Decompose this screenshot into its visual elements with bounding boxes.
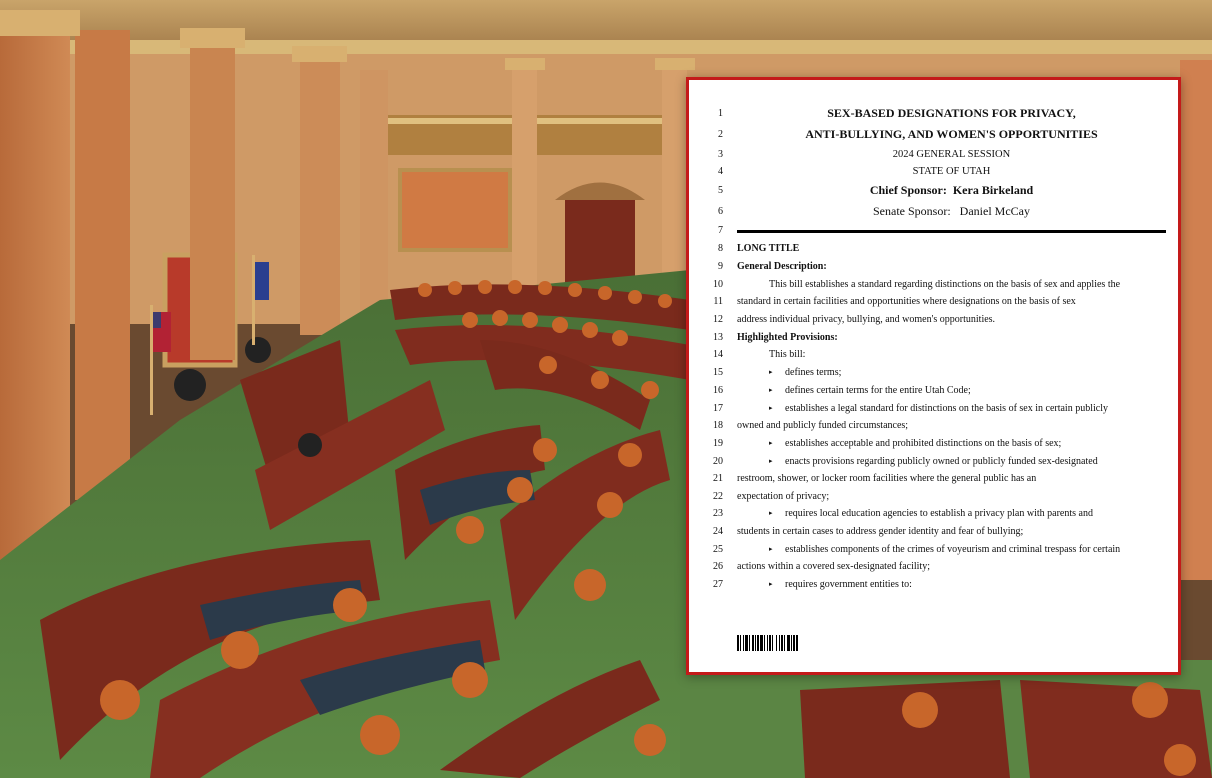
doc-line-6 [689, 203, 1178, 220]
state-label: STATE OF UTAH [912, 166, 991, 177]
long-title-heading: LONG TITLE [737, 243, 800, 254]
provision-item [737, 576, 1168, 593]
highlighted-provisions-heading: Highlighted Provisions: [737, 332, 838, 343]
line-number: 6 [718, 206, 723, 217]
provision-text: establishes a legal standard for distinctions on the basis of sex in certain publicly [785, 403, 1108, 414]
chief-sponsor [737, 182, 1166, 199]
line-number: 27 [713, 579, 723, 590]
doc-line-21 [689, 470, 1178, 487]
line-number: 25 [713, 544, 723, 555]
title-divider [737, 230, 1166, 233]
doc-line-23 [689, 505, 1178, 522]
doc-line-4 [689, 163, 1178, 180]
line-number: 17 [713, 403, 723, 414]
line-number: 14 [713, 349, 723, 360]
barcode-icon [737, 635, 837, 651]
doc-line-16 [689, 382, 1178, 399]
bullet-icon: ▸ [769, 580, 773, 588]
senate-sponsor [737, 203, 1166, 220]
doc-line-14 [689, 346, 1178, 363]
line-number: 21 [713, 473, 723, 484]
line-number: 19 [713, 438, 723, 449]
doc-line-5 [689, 182, 1178, 199]
provision-text: defines terms; [785, 367, 842, 378]
provision-text: requires government entities to: [785, 579, 912, 590]
line-number: 2 [718, 129, 723, 140]
bill-title-line2: ANTI-BULLYING, AND WOMEN'S OPPORTUNITIES [805, 127, 1098, 141]
provision-text: establishes acceptable and prohibited distinctions on the basis of sex; [785, 438, 1062, 449]
doc-line-25 [689, 541, 1178, 558]
provision-text: establishes components of the crimes of voyeurism and criminal trespass for certain [785, 544, 1121, 555]
doc-line-9 [689, 258, 1178, 275]
line-number: 10 [713, 279, 723, 290]
doc-line-8 [689, 240, 1178, 257]
doc-line-17 [689, 400, 1178, 417]
chief-sponsor-label: Chief Sponsor: [869, 183, 947, 197]
provision-item [737, 505, 1168, 522]
provision-continuation: owned and publicly funded circumstances; [737, 420, 909, 431]
provision-item [737, 400, 1168, 417]
line-number: 26 [713, 561, 723, 572]
doc-line-12 [689, 311, 1178, 328]
bullet-icon: ▸ [769, 386, 773, 394]
doc-line-22 [689, 488, 1178, 505]
bill-title-line1: SEX-BASED DESIGNATIONS FOR PRIVACY, [827, 106, 1076, 120]
doc-line-15 [689, 364, 1178, 381]
provision-item [737, 382, 1168, 399]
line-number: 12 [713, 314, 723, 325]
line-number: 23 [713, 508, 723, 519]
line-number: 3 [718, 149, 723, 160]
line-number: 20 [713, 456, 723, 467]
line-number: 18 [713, 420, 723, 431]
doc-line-20 [689, 453, 1178, 470]
barcode-bar [798, 635, 799, 651]
senate-sponsor-label: Senate Sponsor: [873, 204, 951, 218]
provision-text: enacts provisions regarding publicly owned or publicly funded sex-designated [785, 456, 1098, 467]
this-bill-text: This bill: [769, 349, 806, 360]
bill-document [686, 77, 1181, 675]
line-number: 7 [718, 225, 723, 236]
doc-line-13 [689, 329, 1178, 346]
doc-line-2 [689, 126, 1178, 143]
general-description-heading: General Description: [737, 261, 827, 272]
provision-text: defines certain terms for the entire Utah Code; [785, 385, 971, 396]
bullet-icon: ▸ [769, 439, 773, 447]
senate-sponsor-name: Daniel McCay [959, 204, 1030, 218]
line-number: 4 [718, 166, 723, 177]
provision-item [737, 453, 1168, 470]
line-number: 11 [713, 296, 723, 307]
line-number: 8 [718, 243, 723, 254]
doc-line-10 [689, 276, 1178, 293]
doc-line-11 [689, 293, 1178, 310]
doc-line-27 [689, 576, 1178, 593]
doc-line-24 [689, 523, 1178, 540]
provision-item [737, 364, 1168, 381]
description-text: standard in certain facilities and opportunities where designations on the basis of sex [737, 296, 1076, 307]
doc-line-1 [689, 105, 1178, 122]
doc-line-18 [689, 417, 1178, 434]
bullet-icon: ▸ [769, 545, 773, 553]
line-number: 1 [718, 108, 723, 119]
doc-line-19 [689, 435, 1178, 452]
line-number: 16 [713, 385, 723, 396]
doc-line-3 [689, 146, 1178, 163]
bullet-icon: ▸ [769, 368, 773, 376]
description-text: address individual privacy, bullying, and women's opportunities. [737, 314, 996, 325]
description-text: This bill establishes a standard regarding distinctions on the basis of sex and applies the [769, 279, 1121, 290]
line-number: 24 [713, 526, 723, 537]
provision-continuation: restroom, shower, or locker room facilities where the general public has an [737, 473, 1037, 484]
provision-continuation: expectation of privacy; [737, 491, 830, 502]
bullet-icon: ▸ [769, 509, 773, 517]
session-label: 2024 GENERAL SESSION [892, 149, 1011, 160]
bullet-icon: ▸ [769, 457, 773, 465]
provision-continuation: students in certain cases to address gender identity and fear of bullying; [737, 526, 1024, 537]
line-number: 22 [713, 491, 723, 502]
bullet-icon: ▸ [769, 404, 773, 412]
provision-text: requires local education agencies to establish a privacy plan with parents and [785, 508, 1093, 519]
chief-sponsor-name: Kera Birkeland [952, 183, 1034, 197]
provision-continuation: actions within a covered sex-designated facility; [737, 561, 930, 572]
provision-item [737, 435, 1168, 452]
line-number: 15 [713, 367, 723, 378]
line-number: 9 [718, 261, 723, 272]
line-number: 5 [718, 185, 723, 196]
line-number: 13 [713, 332, 723, 343]
doc-line-26 [689, 558, 1178, 575]
provision-item [737, 541, 1168, 558]
